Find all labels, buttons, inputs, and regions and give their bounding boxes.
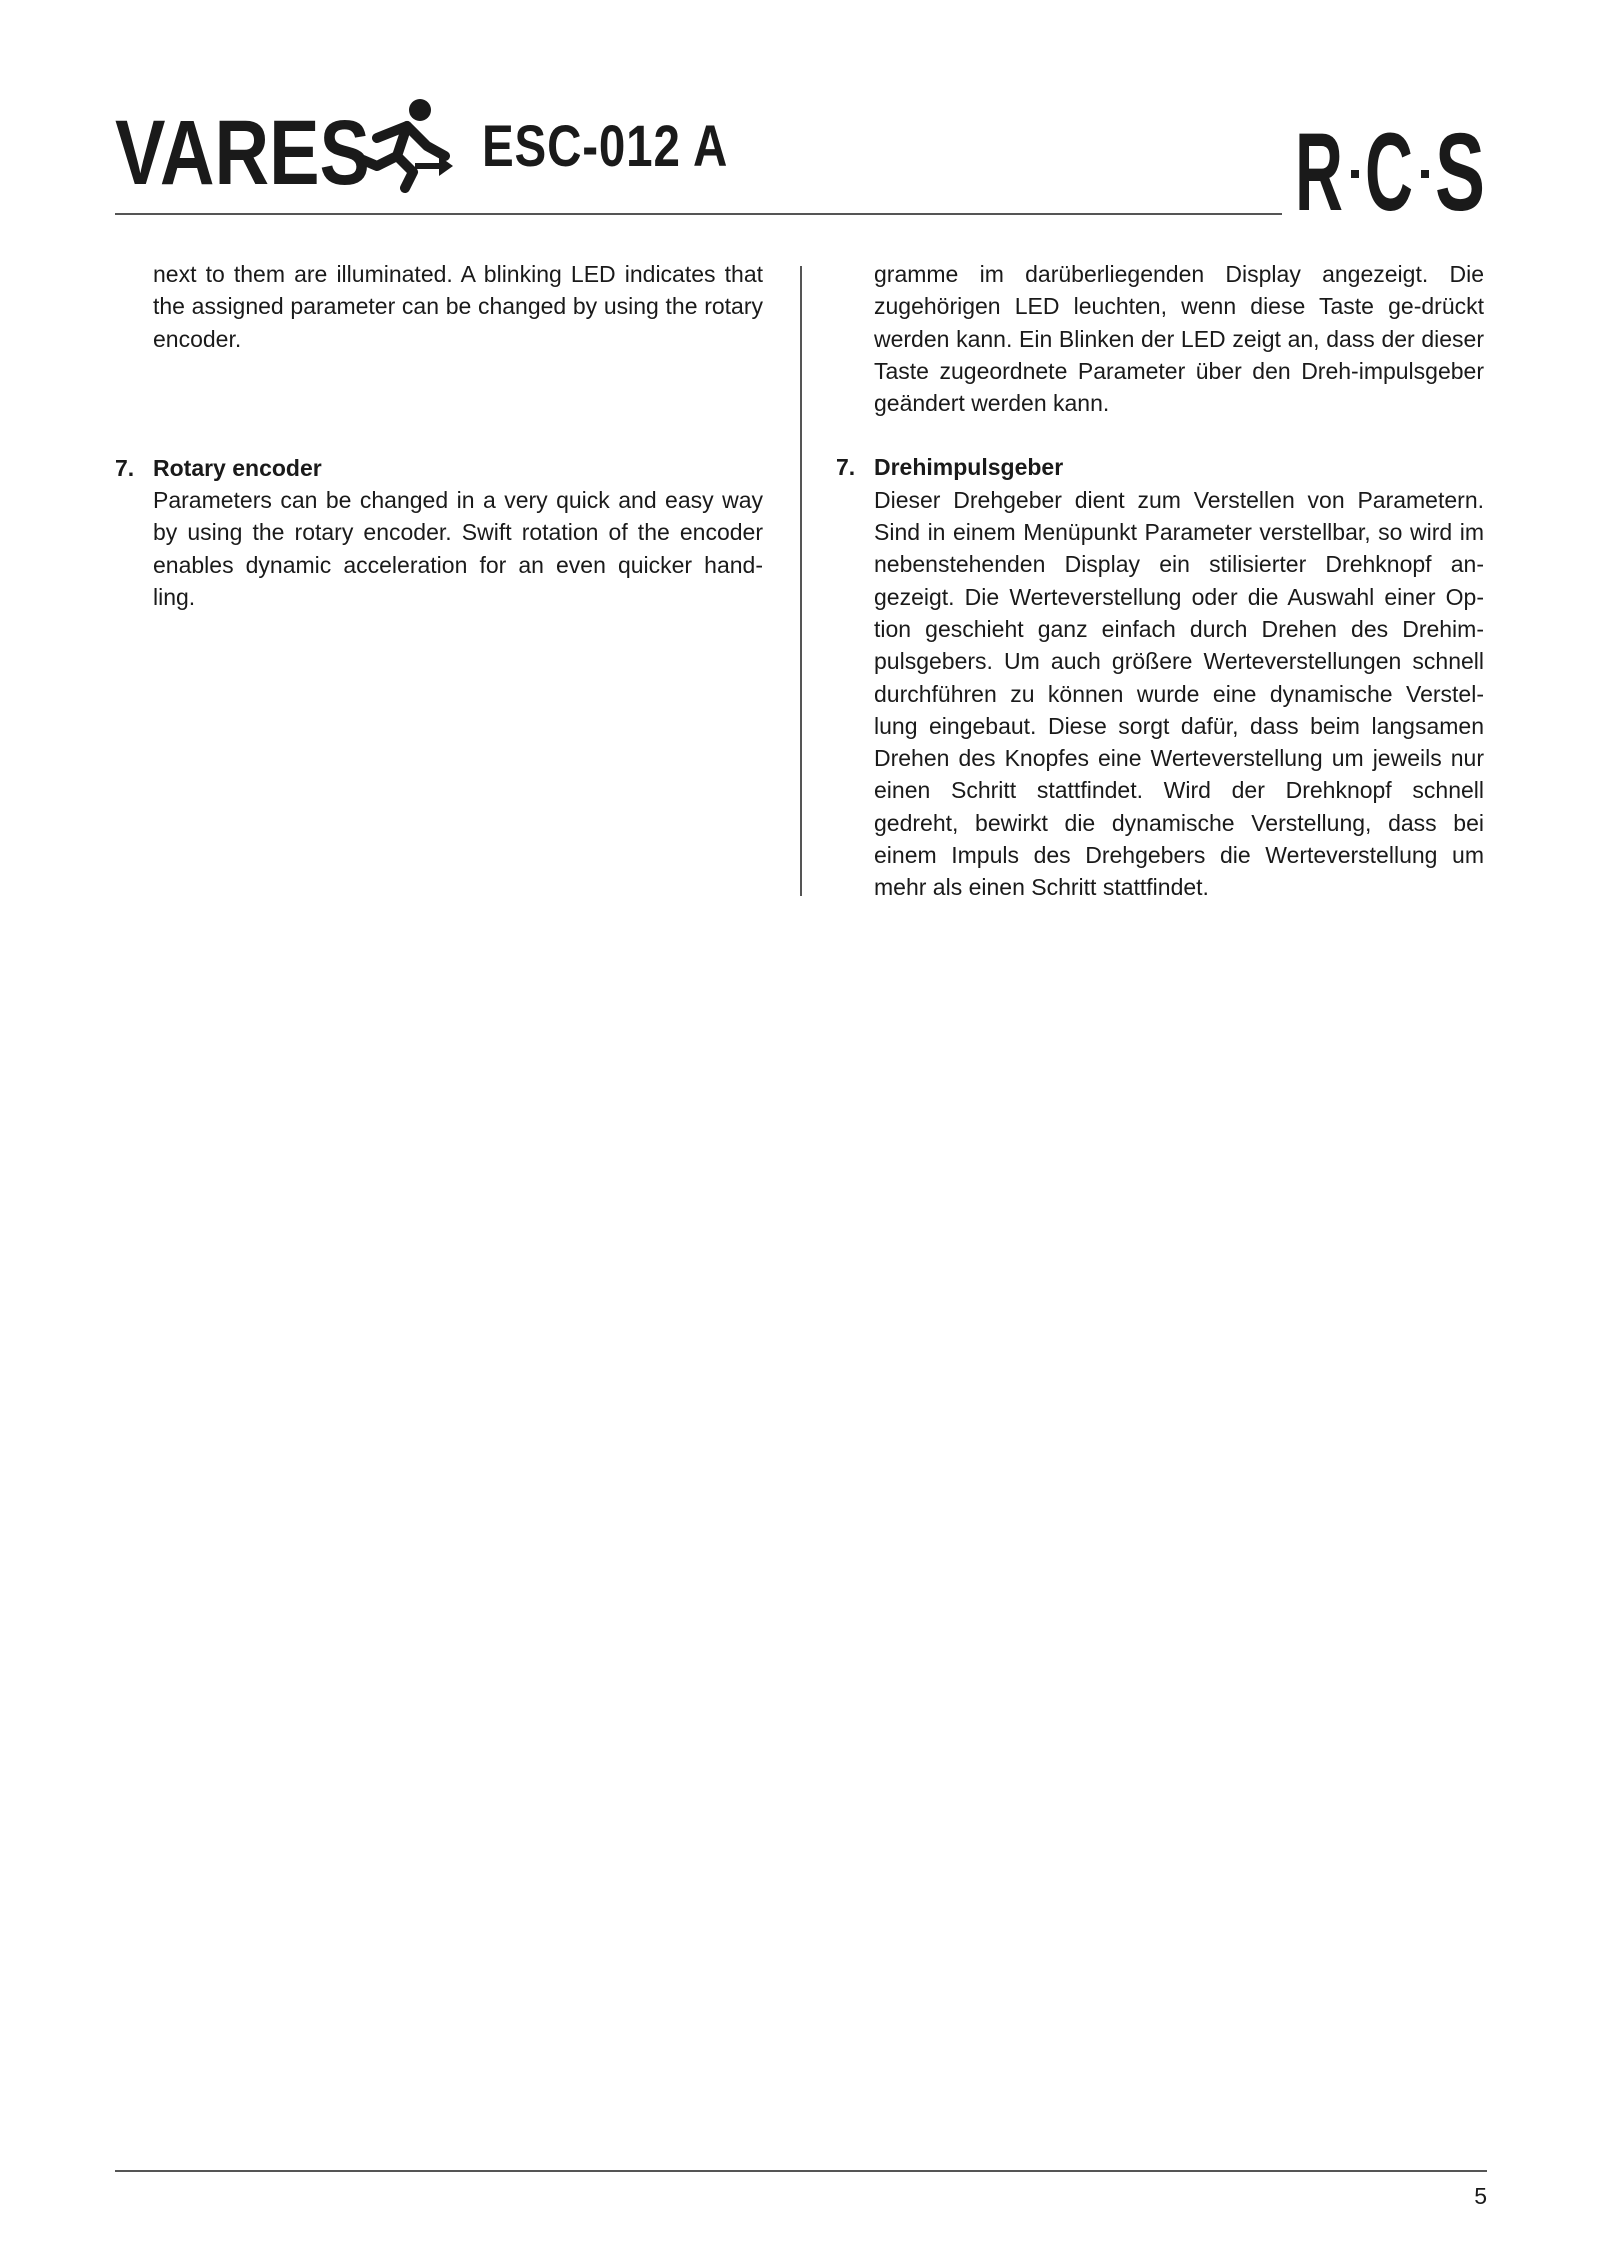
footer-rule bbox=[115, 2170, 1487, 2172]
left-section-heading bbox=[115, 452, 763, 484]
svg-text:R: R bbox=[1295, 111, 1343, 234]
svg-text:C: C bbox=[1365, 111, 1413, 234]
header-rule bbox=[115, 213, 1282, 215]
svg-text:VARES: VARES bbox=[115, 102, 370, 204]
running-man-icon bbox=[363, 99, 453, 188]
right-column bbox=[836, 258, 1484, 904]
right-intro-text: gramme im darüberliegenden Display angezeigt. Die zugehörigen LED leuchten, wenn diese Taste ge-drückt werden kann. Ein Blinken der LED zeigt an, dass der dieser Taste zugeordnete Parameter über den Dreh-impulsgeber geändert werden kann. bbox=[874, 261, 1484, 417]
column-divider bbox=[800, 266, 802, 896]
right-section-title: Drehimpulsgeber bbox=[874, 454, 1064, 481]
svg-text:S: S bbox=[1435, 111, 1485, 234]
page-header bbox=[0, 0, 1600, 234]
right-section-heading bbox=[836, 451, 1484, 483]
right-section-body: Dieser Drehgeber dient zum Verstellen von Parametern. Sind in einem Menüpunkt Parameter verstellbar, so wird im nebenstehenden Display ein stilisierter Drehknopf an-gezeigt. Die Werteverstellung oder die Auswahl einer Op-tion geschieht ganz einfach durch Drehen des Drehim-pulsgebers. Um auch größere Werteverstellungen schnell durchführen zu können wurde eine dynamische Verstel-lung eingebaut. Diese sorgt dafür, dass beim langsamen Drehen des Knopfes eine Werteverstellung um jeweils nur einen Schritt stattfindet. Wird der Drehknopf schnell gedreht, bewirkt die dynamische Verstellung, dass bei einem Impuls des Drehgebers die Werteverstellung um mehr als einen Schritt stattfindet. bbox=[874, 486, 1484, 901]
page-number: 5 bbox=[1474, 2183, 1487, 2209]
left-intro-text: next to them are illuminated. A blinking LED indicates that the assigned parameter can be changed by using the rotary encoder. bbox=[153, 261, 763, 352]
vares-logo bbox=[115, 96, 455, 204]
left-column bbox=[115, 258, 763, 613]
left-section-title: Rotary encoder bbox=[153, 454, 322, 481]
left-section-body: Parameters can be changed in a very quick and easy way by using the rotary encoder. Swift rotation of the encoder enables dynamic acceleration for an even quicker hand-ling. bbox=[153, 487, 763, 611]
right-section-number: 7. bbox=[836, 454, 856, 481]
model-name: ESC-012 A bbox=[482, 114, 729, 179]
left-section-number: 7. bbox=[115, 454, 135, 481]
rcs-logo bbox=[1295, 111, 1487, 234]
